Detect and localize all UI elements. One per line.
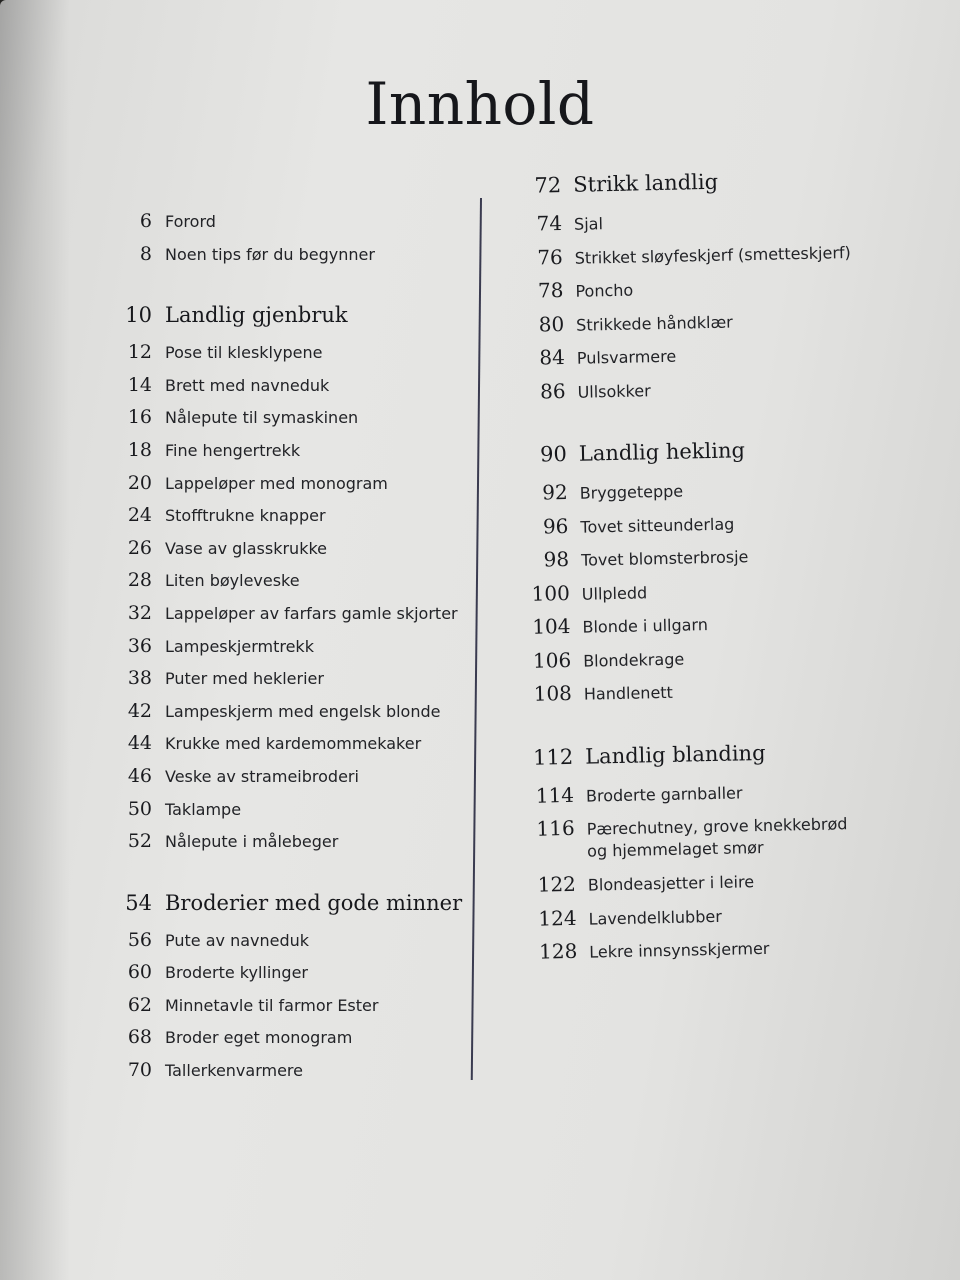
page-number: 60 [127, 961, 152, 984]
entry-title: Stofftrukne knapper [165, 506, 326, 526]
toc-entry [118, 1026, 468, 1059]
section-gap [118, 863, 468, 891]
page-spine-shadow [0, 0, 70, 1280]
entry-title: Blondeasjetter i leire [587, 872, 755, 895]
entry-title-line: Pærechutney, grove knekkebrød [586, 814, 848, 839]
page-number: 98 [543, 546, 570, 572]
section-title: Landlig blanding [584, 740, 766, 769]
entry-title: Lampeskjerm med engelsk blonde [165, 701, 441, 721]
page-number: 78 [537, 278, 564, 303]
page-number: 86 [539, 378, 566, 404]
entry-title-line: og hjemmelaget smør [586, 837, 764, 861]
page-title: Innhold [365, 70, 595, 138]
toc-section [515, 165, 940, 413]
page-number: 108 [533, 680, 573, 706]
toc-entry [118, 537, 468, 570]
toc-entry [118, 406, 468, 439]
page-number: 44 [127, 732, 152, 755]
page-number: 28 [127, 569, 152, 592]
page-number: 80 [538, 311, 565, 337]
toc-entry [118, 569, 468, 602]
entry-title [587, 813, 849, 862]
toc-entry [118, 635, 468, 668]
section-title: Landlig gjenbruk [165, 303, 348, 328]
entry-title: Broderte kyllinger [165, 963, 308, 983]
toc-entry [118, 243, 468, 276]
toc-entry [118, 732, 468, 765]
toc-entry [118, 830, 468, 863]
entry-title: Vase av glasskrukke [165, 538, 327, 558]
section-gap [118, 275, 468, 303]
page-number: 90 [539, 441, 568, 467]
page-number: 50 [127, 797, 152, 820]
toc-section [526, 707, 951, 974]
page-number: 36 [127, 634, 152, 657]
page-number: 128 [538, 938, 578, 964]
toc-entry [118, 439, 468, 472]
toc-entry [118, 504, 468, 537]
entry-title: Liten bøyleveske [165, 571, 300, 591]
entry-title: Pose til klesklypene [165, 343, 323, 363]
toc-left-column [118, 210, 468, 1092]
page-number: 18 [127, 438, 152, 461]
entry-title: Broder eget monogram [165, 1028, 353, 1048]
toc-entry [118, 667, 468, 700]
entry-title: Lekre innsynsskjermer [589, 938, 770, 962]
page-number: 38 [127, 667, 152, 690]
entry-title: Ullpledd [581, 582, 648, 604]
column-divider [471, 198, 482, 1080]
page-number: 114 [535, 782, 575, 808]
toc-entry [118, 1059, 468, 1092]
toc-section [520, 404, 946, 715]
section-title: Broderier med gode minner [165, 890, 463, 915]
page-number: 26 [127, 536, 152, 559]
entry-title: Krukke med kardemommekaker [165, 734, 422, 754]
page-number: 112 [532, 744, 574, 770]
page-number: 76 [537, 244, 563, 270]
entry-title: Noen tips før du begynner [165, 244, 375, 264]
page-number: 84 [539, 344, 566, 370]
entry-title: Sjal [573, 214, 604, 234]
page-number: 100 [531, 580, 571, 606]
entry-title: Nålepute i målebeger [165, 832, 339, 852]
page-number: 104 [532, 613, 571, 639]
entry-title: Handlenett [583, 682, 674, 704]
page-number: 24 [127, 504, 152, 527]
page-number: 46 [127, 764, 152, 787]
toc-entry [118, 341, 468, 374]
entry-title: Lavendelklubber [588, 906, 722, 929]
page-number: 6 [139, 210, 152, 232]
page-number: 32 [127, 601, 152, 624]
page-number: 62 [127, 993, 152, 1016]
entry-title: Lappeløper av farfars gamle skjorter [165, 603, 458, 623]
page-number: 122 [537, 871, 577, 897]
toc-entry [118, 602, 468, 635]
entry-title: Blondekrage [583, 649, 685, 671]
entry-title: Lappeløper med monogram [165, 473, 388, 493]
page-number: 52 [127, 830, 152, 853]
page-number: 42 [127, 699, 152, 722]
entry-title: Strikkede håndklær [575, 311, 733, 335]
page-number: 70 [127, 1059, 152, 1082]
toc-entry [118, 929, 468, 962]
page-number: 96 [542, 513, 569, 538]
toc-entry [118, 994, 468, 1027]
entry-title: Pulsvarmere [576, 346, 677, 368]
toc-entry [118, 472, 468, 505]
toc-section [118, 275, 468, 863]
entry-title: Brett med navneduk [165, 375, 330, 395]
toc-entry [118, 210, 468, 243]
entry-title: Poncho [575, 280, 634, 301]
entry-title: Strikket sløyfeskjerf (smetteskjerf) [574, 242, 851, 268]
toc-section [118, 210, 468, 275]
toc-section [118, 863, 468, 1092]
page-number: 124 [538, 905, 577, 931]
page-number: 20 [127, 471, 152, 494]
entry-title: Tallerkenvarmere [165, 1061, 303, 1081]
page-number: 74 [536, 211, 563, 236]
toc-entry [118, 700, 468, 733]
entry-title: Lampeskjermtrekk [165, 636, 314, 656]
entry-title: Minnetavle til farmor Ester [165, 995, 379, 1015]
page-number: 10 [125, 303, 152, 328]
section-title: Strikk landlig [572, 169, 719, 197]
toc-section-heading [118, 891, 468, 929]
page-number: 106 [532, 647, 572, 673]
page-number: 68 [127, 1026, 152, 1049]
toc-right-column [515, 165, 952, 973]
entry-title: Nålepute til symaskinen [165, 408, 359, 428]
entry-title: Broderte garnballer [585, 782, 743, 806]
toc-section-heading [118, 303, 468, 341]
page-number: 116 [536, 815, 575, 841]
entry-title: Taklampe [165, 799, 242, 819]
entry-title: Fine hengertrekk [165, 440, 301, 460]
toc-entry [118, 798, 468, 831]
page-number: 8 [139, 242, 152, 265]
page-number: 54 [125, 890, 152, 915]
toc-entry [528, 808, 949, 873]
entry-title: Pute av navneduk [165, 930, 310, 950]
page-number: 14 [127, 373, 152, 396]
page-number: 16 [127, 406, 152, 429]
entry-title: Ullsokker [577, 380, 651, 402]
section-title: Landlig hekling [578, 438, 746, 466]
entry-title: Puter med heklerier [165, 669, 324, 689]
entry-title: Bryggeteppe [579, 481, 684, 503]
entry-title: Tovet sitteunderlag [580, 513, 735, 537]
entry-title: Blonde i ullgarn [582, 615, 709, 637]
page-number: 56 [127, 928, 152, 951]
page-number: 72 [534, 173, 562, 198]
page-number: 92 [541, 479, 568, 505]
toc-entry [118, 374, 468, 407]
toc-entry [118, 961, 468, 994]
entry-title: Tovet blomsterbrosje [580, 547, 749, 570]
entry-title: Veske av strameibroderi [165, 766, 359, 786]
entry-title: Forord [165, 212, 216, 231]
toc-entry [118, 765, 468, 798]
page-number: 12 [127, 341, 152, 364]
